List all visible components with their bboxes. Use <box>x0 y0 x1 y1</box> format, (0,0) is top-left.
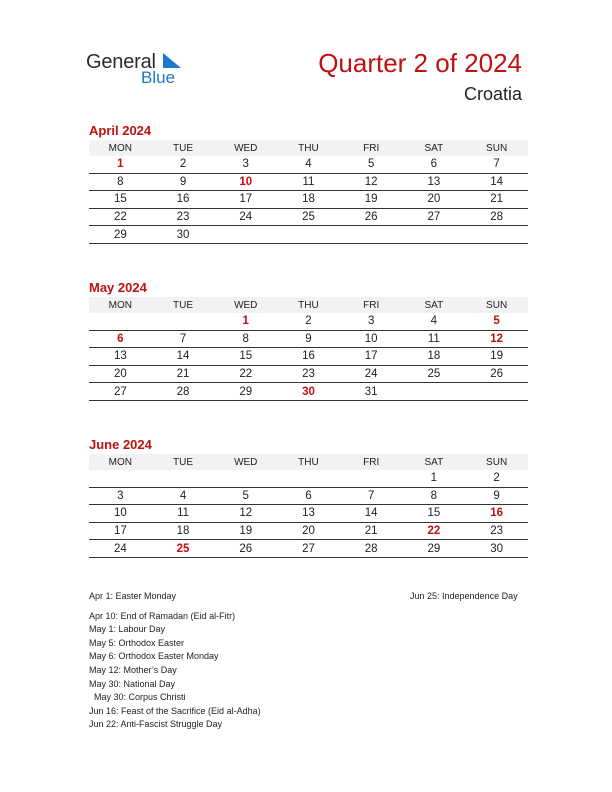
weekday-header: TUE <box>152 297 215 313</box>
weekday-header: FRI <box>340 140 403 156</box>
day-cell: 17 <box>89 522 152 540</box>
week-row <box>89 156 528 173</box>
day-cell: 30 <box>465 540 528 558</box>
weekday-header-row <box>89 454 528 470</box>
day-cell: 17 <box>214 191 277 209</box>
day-cell: 22 <box>403 522 466 540</box>
day-cell: 16 <box>277 348 340 366</box>
week-row <box>89 348 528 366</box>
day-cell: 6 <box>89 330 152 348</box>
day-cell: 12 <box>340 173 403 191</box>
weekday-header: WED <box>214 297 277 313</box>
week-row <box>89 540 528 558</box>
day-cell: 15 <box>89 191 152 209</box>
day-cell: 8 <box>89 173 152 191</box>
day-cell: 25 <box>152 540 215 558</box>
day-cell: 26 <box>465 365 528 383</box>
day-cell: 24 <box>340 365 403 383</box>
week-row <box>89 522 528 540</box>
day-cell: 15 <box>403 505 466 523</box>
day-cell: 16 <box>152 191 215 209</box>
day-cell <box>152 470 215 487</box>
week-row <box>89 226 528 244</box>
day-cell <box>465 383 528 401</box>
weekday-header: MON <box>89 140 152 156</box>
holiday-note: Jun 22: Anti-Fascist Struggle Day <box>89 719 223 730</box>
weekday-header: SAT <box>403 140 466 156</box>
weekday-header: SAT <box>403 454 466 470</box>
week-row <box>89 173 528 191</box>
day-cell: 5 <box>340 156 403 173</box>
holiday-note: May 30: Corpus Christi <box>94 692 186 703</box>
day-cell: 29 <box>403 540 466 558</box>
day-cell: 7 <box>152 330 215 348</box>
day-cell: 6 <box>277 487 340 505</box>
day-cell: 3 <box>340 313 403 330</box>
day-cell: 18 <box>277 191 340 209</box>
day-cell: 12 <box>214 505 277 523</box>
day-cell: 1 <box>403 470 466 487</box>
day-cell: 4 <box>152 487 215 505</box>
day-cell: 10 <box>214 173 277 191</box>
holiday-note: May 30: National Day <box>89 678 176 689</box>
day-cell: 30 <box>277 383 340 401</box>
week-row <box>89 313 528 330</box>
day-cell: 13 <box>403 173 466 191</box>
day-cell: 18 <box>403 348 466 366</box>
week-row <box>89 505 528 523</box>
weekday-header: TUE <box>152 140 215 156</box>
day-cell: 21 <box>465 191 528 209</box>
day-cell: 26 <box>214 540 277 558</box>
page-title: Quarter 2 of 2024 <box>318 48 522 78</box>
holiday-note: May 5: Orthodox Easter <box>89 637 185 648</box>
day-cell <box>403 383 466 401</box>
logo-text-general: General <box>86 51 156 73</box>
month-title: June 2024 <box>89 437 152 452</box>
day-cell: 25 <box>277 208 340 226</box>
month-calendar-june <box>89 436 528 558</box>
day-cell: 24 <box>89 540 152 558</box>
week-row <box>89 383 528 401</box>
holiday-note: May 12: Mother’s Day <box>89 664 177 675</box>
day-cell: 16 <box>465 505 528 523</box>
weekday-header: SAT <box>403 297 466 313</box>
day-cell: 21 <box>340 522 403 540</box>
day-cell: 25 <box>403 365 466 383</box>
day-cell <box>340 470 403 487</box>
day-cell <box>277 470 340 487</box>
day-cell: 28 <box>340 540 403 558</box>
weekday-header: THU <box>277 297 340 313</box>
day-cell: 29 <box>214 383 277 401</box>
day-cell: 7 <box>340 487 403 505</box>
day-cell <box>214 226 277 244</box>
day-cell: 20 <box>277 522 340 540</box>
day-cell: 8 <box>403 487 466 505</box>
day-cell: 13 <box>89 348 152 366</box>
day-cell <box>403 226 466 244</box>
week-row <box>89 470 528 487</box>
day-cell: 9 <box>277 330 340 348</box>
weekday-header: SUN <box>465 297 528 313</box>
month-title: April 2024 <box>89 123 152 138</box>
month-calendar-may <box>89 279 528 401</box>
day-cell: 4 <box>277 156 340 173</box>
country-name: Croatia <box>463 84 522 104</box>
day-cell: 19 <box>465 348 528 366</box>
generalblue-logo <box>86 50 196 90</box>
logo-text-blue: Blue <box>141 68 176 87</box>
day-cell <box>277 226 340 244</box>
day-cell: 26 <box>340 208 403 226</box>
day-cell: 27 <box>89 383 152 401</box>
day-cell: 23 <box>152 208 215 226</box>
month-title: May 2024 <box>89 280 147 295</box>
week-row <box>89 487 528 505</box>
calendar-grid <box>89 297 528 401</box>
day-cell: 15 <box>214 348 277 366</box>
weekday-header-row <box>89 297 528 313</box>
day-cell: 2 <box>277 313 340 330</box>
day-cell <box>465 226 528 244</box>
day-cell: 14 <box>340 505 403 523</box>
day-cell: 23 <box>465 522 528 540</box>
day-cell <box>340 226 403 244</box>
day-cell: 17 <box>340 348 403 366</box>
calendar-grid <box>89 454 528 558</box>
day-cell: 19 <box>214 522 277 540</box>
day-cell: 6 <box>403 156 466 173</box>
month-calendar-april <box>89 122 528 244</box>
day-cell: 30 <box>152 226 215 244</box>
day-cell: 2 <box>465 470 528 487</box>
day-cell: 3 <box>89 487 152 505</box>
weekday-header: FRI <box>340 454 403 470</box>
weekday-header: MON <box>89 297 152 313</box>
day-cell <box>152 313 215 330</box>
day-cell <box>89 313 152 330</box>
weekday-header: SUN <box>465 140 528 156</box>
calendar-grid <box>89 140 528 244</box>
day-cell <box>89 470 152 487</box>
day-cell: 29 <box>89 226 152 244</box>
day-cell: 27 <box>277 540 340 558</box>
day-cell: 24 <box>214 208 277 226</box>
day-cell: 21 <box>152 365 215 383</box>
day-cell: 14 <box>465 173 528 191</box>
weekday-header: WED <box>214 140 277 156</box>
day-cell: 10 <box>340 330 403 348</box>
day-cell: 23 <box>277 365 340 383</box>
day-cell: 14 <box>152 348 215 366</box>
holiday-notes <box>89 590 261 732</box>
day-cell: 28 <box>465 208 528 226</box>
holiday-note: May 1: Labour Day <box>89 624 166 635</box>
day-cell: 9 <box>465 487 528 505</box>
week-row <box>89 191 528 209</box>
day-cell: 18 <box>152 522 215 540</box>
holiday-note: Apr 1: Easter Monday <box>89 591 177 601</box>
weekday-header: WED <box>214 454 277 470</box>
weekday-header-row <box>89 140 528 156</box>
day-cell: 11 <box>152 505 215 523</box>
day-cell: 20 <box>403 191 466 209</box>
day-cell: 1 <box>214 313 277 330</box>
day-cell: 11 <box>277 173 340 191</box>
day-cell: 7 <box>465 156 528 173</box>
day-cell: 31 <box>340 383 403 401</box>
day-cell: 22 <box>89 208 152 226</box>
weekday-header: THU <box>277 454 340 470</box>
day-cell: 4 <box>403 313 466 330</box>
day-cell: 8 <box>214 330 277 348</box>
week-row <box>89 365 528 383</box>
holiday-note: May 6: Orthodox Easter Monday <box>89 651 219 662</box>
day-cell: 28 <box>152 383 215 401</box>
day-cell: 11 <box>403 330 466 348</box>
weekday-header: MON <box>89 454 152 470</box>
day-cell: 5 <box>214 487 277 505</box>
day-cell: 10 <box>89 505 152 523</box>
day-cell: 5 <box>465 313 528 330</box>
day-cell: 9 <box>152 173 215 191</box>
day-cell: 27 <box>403 208 466 226</box>
day-cell: 3 <box>214 156 277 173</box>
weekday-header: FRI <box>340 297 403 313</box>
holiday-note: Jun 16: Feast of the Sacrifice (Eid al-Adha) <box>89 705 261 716</box>
day-cell: 1 <box>89 156 152 173</box>
weekday-header: THU <box>277 140 340 156</box>
logo-triangle-icon <box>162 53 182 69</box>
weekday-header: TUE <box>152 454 215 470</box>
holiday-note: Apr 10: End of Ramadan (Eid al-Fitr) <box>89 610 236 621</box>
day-cell: 2 <box>152 156 215 173</box>
day-cell: 20 <box>89 365 152 383</box>
day-cell: 12 <box>465 330 528 348</box>
day-cell: 13 <box>277 505 340 523</box>
day-cell <box>214 470 277 487</box>
week-row <box>89 330 528 348</box>
holiday-note-right: Jun 25: Independence Day <box>410 591 518 601</box>
day-cell: 19 <box>340 191 403 209</box>
weekday-header: SUN <box>465 454 528 470</box>
day-cell: 22 <box>214 365 277 383</box>
week-row <box>89 208 528 226</box>
